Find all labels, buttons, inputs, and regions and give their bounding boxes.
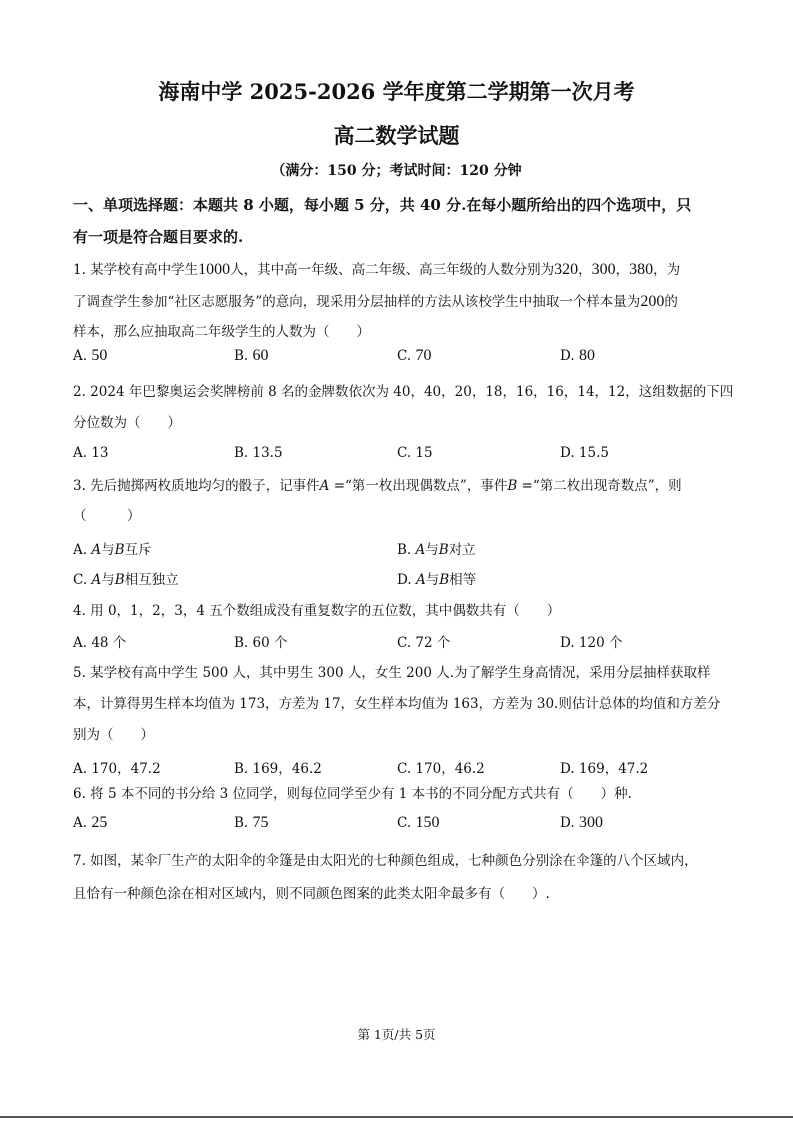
page-bottom-divider [0,1116,793,1118]
number: 320 [554,261,579,278]
label: D. [560,348,575,364]
q3-option-c[interactable] [73,568,179,588]
label: D. [560,815,575,831]
q3-option-d[interactable] [397,568,476,588]
q5-option-c[interactable]: C. 170，46.2 [397,761,485,777]
text: 的 [664,294,678,310]
q6-option-c[interactable] [397,814,439,832]
text: ， [615,262,630,278]
number: 380 [629,261,654,278]
q5-option-a[interactable]: A. 170，47.2 [73,761,161,777]
number: 300 [591,261,616,278]
q1-option-a[interactable] [73,347,107,365]
text: =“第二枚出现奇数点”，则 [517,478,682,494]
q3-option-b[interactable] [397,538,476,558]
q1-option-c[interactable] [397,347,431,365]
value: 25 [91,814,108,831]
value: 75 [252,814,269,831]
text: 相互独立 [124,572,179,588]
var: B [439,572,450,588]
q3-option-a[interactable] [73,538,152,558]
question-3-line2: （ ） [73,508,141,524]
q1-option-d[interactable] [560,347,595,365]
question-3-line1 [73,474,682,494]
text: 与 [425,542,439,558]
text: 与 [101,542,115,558]
number: 1000 [198,261,231,278]
text: 了调查学生参加“社区志愿服务”的意向，现采用分层抽样的方法从该校学生中抽取一个样本量为 [73,294,641,310]
text: 与 [101,572,115,588]
text: ，为 [653,262,681,278]
question-6-line1: 6. 将 5 本不同的书分给 3 位同学，则每位同学至少有 1 本书的不同分配方式共有（ ）种. [73,786,632,802]
label: B. [234,815,249,831]
value: 70 [415,347,432,364]
question-5-line1: 5. 某学校有高中学生 500 人，其中男生 300 人，女生 200 人.为了解学生身高情况，采用分层抽样获取样 [73,665,711,681]
q4-option-c[interactable]: C. 72 个 [397,635,451,651]
variable-b: B [507,478,518,494]
label: C. [397,348,412,364]
var: A [91,572,102,588]
text: 与 [425,572,440,588]
section-heading-line1: 一、单项选择题：本题共 8 小题，每小题 5 分，共 40 分.在每小题所给出的四个选项中，只 [73,196,692,214]
q4-option-a[interactable]: A. 48 个 [73,635,127,651]
text: 互斥 [124,542,152,558]
q2-option-d[interactable]: D. 15.5 [560,445,609,461]
label: B. [234,348,249,364]
q1-option-b[interactable] [234,347,269,365]
var: B [438,542,449,558]
label: A. [73,815,88,831]
variable-a: A [319,478,330,494]
section-heading-line2: 有一项是符合题目要求的. [73,228,244,246]
text: ， [578,262,592,278]
question-2-line1: 2. 2024 年巴黎奥运会奖牌榜前 8 名的金牌数依次为 40，40，20，18，16，16，14，12，这组数据的下四 [73,384,734,400]
value: 150 [415,814,440,831]
question-7-line1: 7. 如图，某伞厂生产的太阳伞的伞篷是由太阳光的七种颜色组成，七种颜色分别涂在伞篷的八个区域内， [73,853,698,869]
question-4-line1: 4. 用 0，1，2，3，4 五个数组成没有重复数字的五位数，其中偶数共有（ ） [73,603,561,619]
text: 相等 [449,572,477,588]
question-2-line2: 分位数为（ ） [73,415,181,431]
q6-option-b[interactable] [234,814,269,832]
question-1-line2 [73,290,678,311]
label: B. [397,542,412,558]
question-1-line3: 样本，那么应抽取高二年级学生的人数为（ ） [73,324,370,340]
label: A. [73,542,88,558]
var: B [114,572,125,588]
value: 50 [91,347,108,364]
text: =“第一枚出现偶数点”，事件 [329,478,508,494]
var: A [415,542,426,558]
q2-option-a[interactable]: A. 13 [73,445,109,461]
label: C. [397,815,412,831]
text: 人，其中高一年级、高二年级、高三年级的人数分别为 [230,262,555,278]
value: 60 [252,347,269,364]
label: A. [73,348,88,364]
label: D. [397,572,412,588]
value: 80 [578,347,595,364]
number: 200 [640,293,665,310]
value: 300 [578,814,603,831]
label: C. [73,572,88,588]
q6-option-a[interactable] [73,814,107,832]
q2-option-c[interactable]: C. 15 [397,445,433,461]
exam-meta: （满分：150 分；考试时间：120 分钟 [271,163,522,179]
text: 1. 某学校有高中学生 [73,262,199,278]
question-7-line2: 且恰有一种颜色涂在相对区域内，则不同颜色图案的此类太阳伞最多有（ ）. [73,886,550,902]
question-5-line2: 本，计算得男生样本均值为 173，方差为 17，女生样本均值为 163，方差为 30.则估计总体的均值和方差分 [73,696,721,712]
exam-subtitle: 高二数学试题 [333,123,460,148]
q4-option-d[interactable]: D. 120 个 [560,635,623,651]
q6-option-d[interactable] [560,814,603,832]
question-1-line1 [73,258,680,279]
question-5-line3: 别为（ ） [73,727,154,743]
var: A [415,572,426,588]
text: 对立 [448,542,476,558]
q5-option-b[interactable]: B. 169，46.2 [234,761,322,777]
var: A [91,542,102,558]
q4-option-b[interactable]: B. 60 个 [234,635,288,651]
q5-option-d[interactable]: D. 169，47.2 [560,761,649,777]
var: B [114,542,125,558]
text: 3. 先后抛掷两枚质地均匀的骰子，记事件 [73,478,320,494]
q2-option-b[interactable]: B. 13.5 [234,445,283,461]
page-number: 第 1页/共 5页 [357,1027,436,1042]
exam-title: 海南中学 2025-2026 学年度第二学期第一次月考 [158,79,635,104]
